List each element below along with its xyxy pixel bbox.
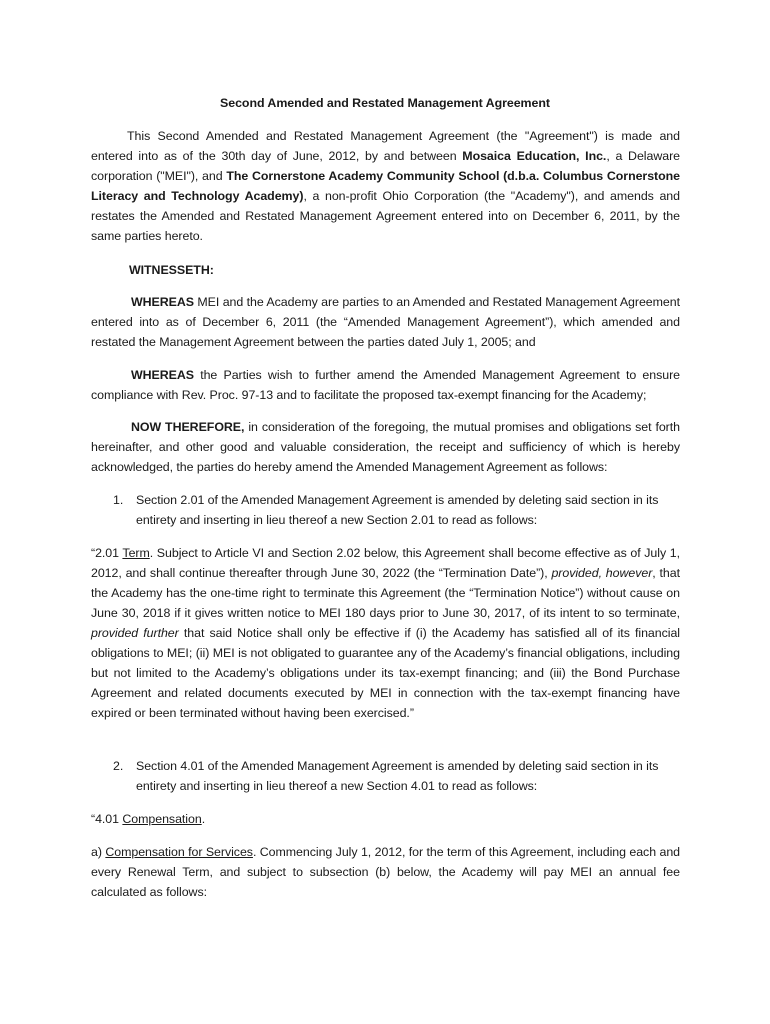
intro-paragraph: This Second Amended and Restated Management Agreement (the "Agreement") is made and entered into as of the 30th day of June, 2012, by and between Mosaica Education, Inc., a Delaware corporation ("MEI"), and The Cornerstone Academy Community School (d.b.a. Columbus Cornerstone Literacy and Technology Academy), a non-profit Ohio Corporation (the "Academy"), and amends and restates the Amended and Restated Management Agreement entered into on December 6, 2011, by the same parties hereto. <box>91 129 681 243</box>
subsection-a-heading: Compensation for Services <box>105 845 253 859</box>
list-item-text: Section 2.01 of the Amended Management Agreement is amended by deleting said section in its entirety and inserting in lieu thereof a new Section 2.01 to read as follows: <box>136 493 659 527</box>
witnesseth-heading: WITNESSETH: <box>129 263 214 277</box>
section-2-01-paragraph: “2.01 Term. Subject to Article VI and Section 2.02 below, this Agreement shall become effective as of July 1, 2012, and shall continue thereafter through June 30, 2022 (the “Termination Date”), provided, however, that the Academy has the one-time right to terminate this Agreement (the “Termination Notice”) without cause on June 30, 2018 if it gives written notice to MEI 180 days prior to June 30, 2017, of its intent to so terminate, provided further that said Notice shall only be effective if (i) the Academy has satisfied all of its financial obligations to MEI; (ii) MEI is not obligated to guarantee any of the Academy’s financial obligations, including but not limited to the Academy’s obligations under its tax-exempt financing; and (iii) the Bond Purchase Agreement and related documents executed by MEI in connection with the tax-exempt financing have expired or been terminated without having been exercised.” <box>91 546 680 720</box>
whereas-paragraph-1: WHEREAS MEI and the Academy are parties to an Amended and Restated Management Agreement entered into as of December 6, 2011 (the “Amended Management Agreement”), which amended and restated the Management Agreement between the parties dated July 1, 2005; and <box>91 295 680 349</box>
now-therefore-paragraph: NOW THEREFORE, in consideration of the foregoing, the mutual promises and obligations set forth hereinafter, and other good and valuable consideration, the receipt and sufficiency of which is hereby acknowledged, the parties do hereby amend the Amended Management Agreement as follows: <box>91 420 680 474</box>
section-4-01-heading: Compensation <box>122 812 202 826</box>
subsection-a-paragraph: a) Compensation for Services. Commencing July 1, 2012, for the term of this Agreement, including each and every Renewal Term, and subject to subsection (b) below, the Academy will pay MEI an annual fee calculated as follows: <box>91 845 680 899</box>
party-academy: The Cornerstone Academy Community School (d.b.a. Columbus Cornerstone Literacy and Technology Academy) <box>91 169 681 203</box>
section-2-01-heading: Term <box>122 546 150 560</box>
party-mei: Mosaica Education, Inc. <box>462 149 607 163</box>
list-item-1 <box>113 490 680 530</box>
list-number: 2. <box>113 759 124 773</box>
section-4-01-heading-line: “4.01 Compensation. <box>91 812 206 826</box>
document-title: Second Amended and Restated Management Agreement <box>220 96 550 110</box>
whereas-paragraph-2: WHEREAS the Parties wish to further amend the Amended Management Agreement to ensure compliance with Rev. Proc. 97-13 and to facilitate the proposed tax-exempt financing for the Academy; <box>91 368 680 402</box>
list-item-2 <box>113 756 680 796</box>
list-number: 1. <box>113 493 124 507</box>
list-item-text: Section 4.01 of the Amended Management Agreement is amended by deleting said section in its entirety and inserting in lieu thereof a new Section 4.01 to read as follows: <box>136 759 659 793</box>
